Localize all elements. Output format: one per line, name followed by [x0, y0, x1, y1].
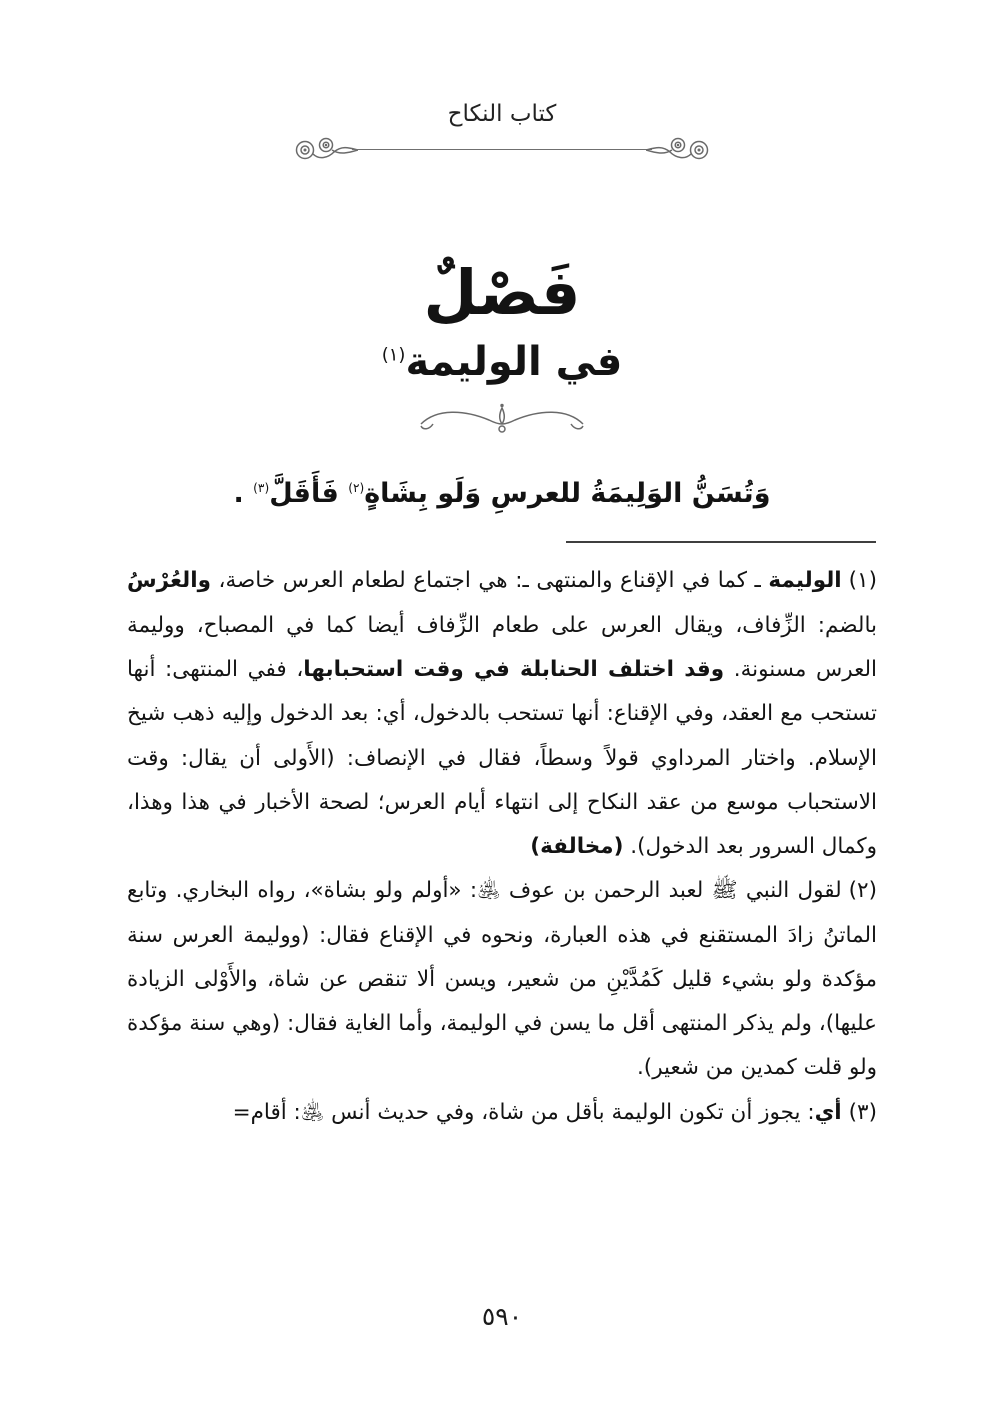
page-number: ٥٩٠ — [481, 1302, 523, 1331]
footnote-1-text: الوليمة ـ كما في الإقناع والمنتهى ـ: هي اجتماع لطعام العرس خاصة، والعُرْسُ بالضم: الزِّفاف، ويقال العرس على طعام الزِّفاف أيضا كما في المصباح، ووليمة العرس مسنونة. وقد اختلف الحنابلة في وقت استحبابها، ففي المنتهى: أنها تستحب مع العقد، وفي الإقناع: أنها تستحب بالدخول، أي: بعد الدخول وإليه ذهب شيخ الإسلام. واختار المرداوي قولاً وسطاً، فقال في الإنصاف: (الأَولى أن يقال: وقت الاستحباب موسع من عقد النكاح إلى انتهاء أيام العرس؛ لصحة الأخبار في هذا وهذا، وكمال السرور بعد الدخول). (مخالفة) — [127, 568, 877, 860]
footnote-1 — [127, 559, 877, 869]
walima-subtitle-text: في الوليمة — [405, 339, 623, 386]
floral-scroll-icon — [292, 133, 358, 167]
floral-scroll-icon — [646, 133, 712, 167]
section-divider-ornament — [0, 400, 1004, 446]
footnote-1-number: (١) — [848, 568, 877, 594]
chapter-header — [0, 100, 1004, 167]
matn-text: وَتُسَنُّ الوَلِيمَةُ للعرسِ وَلَو بِشَاةٍ$^{(٢)}$ فَأَقَلَّ$^{(٣)}$ . — [233, 478, 771, 510]
footnote-3-text: أي: يجوز أن تكون الوليمة بأقل من شاة، وفي حديث أنس ﵁: أقام= — [232, 1099, 842, 1125]
subtitle-footnote-ref: (١) — [381, 344, 406, 366]
footnote-separator — [566, 541, 876, 543]
floral-swirl-divider-icon — [417, 400, 587, 442]
header-rule-line — [352, 149, 652, 150]
footnotes-section — [127, 559, 877, 1135]
chapter-header-title: كتاب النكاح — [447, 101, 557, 127]
footnote-2-text: لقول النبي ﷺ لعبد الرحمن بن عوف ﵁: «أولم ولو بشاة»، رواه البخاري. وتابع الماتنُ زادَ المستقنع في هذه العبارة، ونحوه في الإقناع فقال: (ووليمة العرس سنة مؤكدة ولو بشيء قليل كَمُدَّيْنِ من شعير، ويسن ألا تنقص عن شاة، والأَوْلى الزيادة عليها)، ولم يذكر المنتهى أقل ما يسن في الوليمة، وأما الغاية فقال: (وهي سنة مؤكدة ولو قلت كمدين من شعير). — [127, 878, 877, 1081]
footnote-2 — [127, 869, 877, 1090]
fasl-title: فَصْلٌ — [423, 255, 581, 329]
footnote-3-number: (٣) — [848, 1099, 877, 1125]
footnote-3 — [127, 1091, 877, 1135]
walima-subtitle — [0, 338, 1004, 386]
header-ornament-rule — [0, 133, 1004, 167]
footnote-2-number: (٢) — [848, 878, 877, 904]
